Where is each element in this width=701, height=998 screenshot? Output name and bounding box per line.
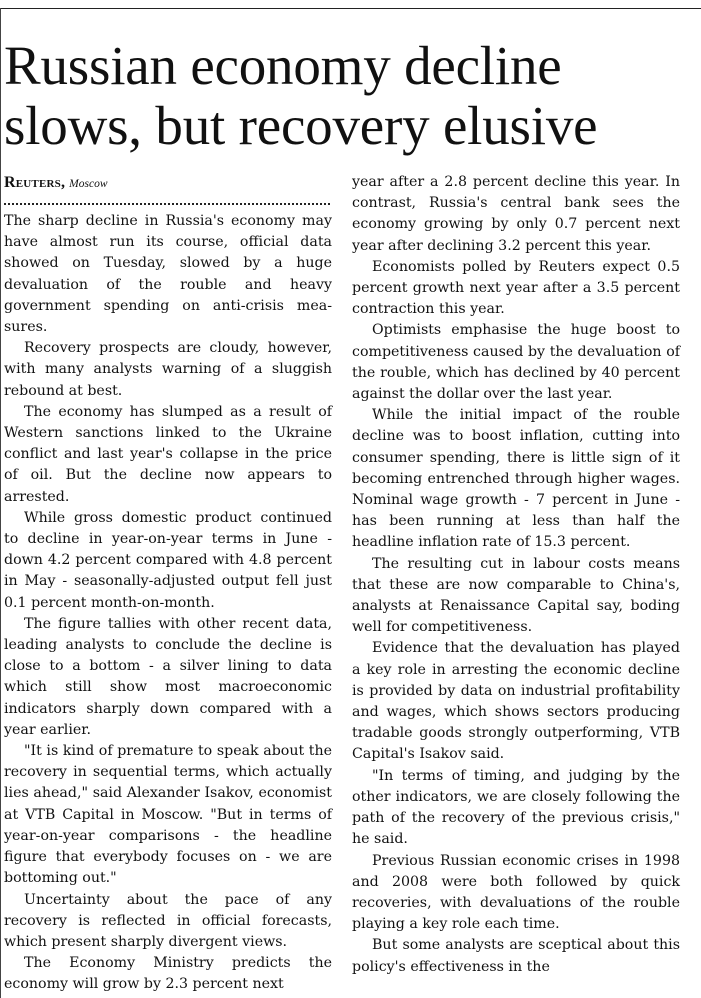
left-rule — [0, 8, 1, 998]
article-paragraph: "It is kind of premature to speak about the recovery in sequential terms, which actually lies ahead," said Alexander Isakov, economist at VTB Capital in Moscow. "But in terms of year-on-year comparisons - the headline figure that everybody focuses on - we are bottoming out." — [4, 743, 332, 887]
top-rule — [0, 8, 701, 9]
column-right — [352, 172, 680, 978]
dateline-city: Moscow — [69, 178, 108, 190]
article-paragraph: Uncertainty about the pace of any recovery is reflected in official forecasts, which present sharply divergent views. — [4, 891, 332, 950]
article-paragraph: But some analysts are sceptical about this policy's effectiveness in the — [352, 937, 680, 975]
article-paragraph-continued: year after a 2.8 percent decline this year. In contrast, Russia's central bank sees the economy growing by only 0.7 percent next year after declining 3.2 percent this year. — [352, 174, 680, 254]
article-paragraph: The resulting cut in labour costs means that these are now comparable to China's, analysts at Renaissance Capital say, boding well for competitiveness. — [352, 555, 680, 636]
headline: Russian economy decline slows, but recovery elusive — [4, 35, 598, 156]
agency-name: Reuters, — [4, 174, 66, 191]
article-paragraph: Recovery prospects are cloudy, however, with many analysts warning of a sluggish rebound at best. — [4, 340, 332, 399]
column-left — [4, 172, 332, 996]
article-paragraph: Evidence that the devaluation has played a key role in arresting the economic decline is provided by data on industrial profitability and wages, which shows sectors producing tradable goods strongly outperforming, VTB Capital's Isakov said. — [352, 640, 680, 763]
article-paragraph: While gross domestic product continued to decline in year-on-year terms in June - down 4.2 percent compared with 4.8 percent in May - seasonally-adjusted output fell just 0.1 percent month-on-month. — [4, 509, 332, 611]
article-paragraph: Previous Russian economic crises in 1998 and 2008 were both followed by quick recoveries, with devaluations of the rouble playing a key role each time. — [352, 852, 680, 933]
article-paragraph: The economy has slumped as a result of Western sanctions linked to the Ukraine conflict and last year's collapse in the price of oil. But the decline now appears to arrested. — [4, 403, 332, 505]
article-paragraph: Optimists emphasise the huge boost to competitiveness caused by the devaluation of the rouble, which has declined by 40 percent against the dollar over the last year. — [352, 322, 680, 403]
article-paragraph: The sharp decline in Russia's economy may have almost run its course, official data showed on Tuesday, slowed by a huge devaluation of the rouble and heavy government spending on anti-crisis mea-sures. — [4, 213, 332, 336]
article-paragraph: Economists polled by Reuters expect 0.5 percent growth next year after a 3.5 percent contraction this year. — [352, 258, 680, 318]
article-paragraph: "In terms of timing, and judging by the other indicators, we are closely following the path of the recovery of the previous crisis," he said. — [352, 767, 680, 848]
dotted-rule — [4, 197, 330, 205]
byline — [4, 172, 332, 193]
article-paragraph: The Economy Ministry predicts the economy will grow by 2.3 percent next — [4, 955, 332, 993]
article-paragraph: The figure tallies with other recent data, leading analysts to conclude the decline is close to a bottom - a silver lining to data which still show most macroeconomic indicators sharply down compared with a year earlier. — [4, 615, 332, 738]
article-paragraph: While the initial impact of the rouble decline was to boost inflation, cutting into consumer spending, there is little sign of it becoming entrenched through higher wages. Nominal wage growth - 7 percent in June - has been running at less than half the headline inflation rate of 15.3 percent. — [352, 407, 680, 551]
